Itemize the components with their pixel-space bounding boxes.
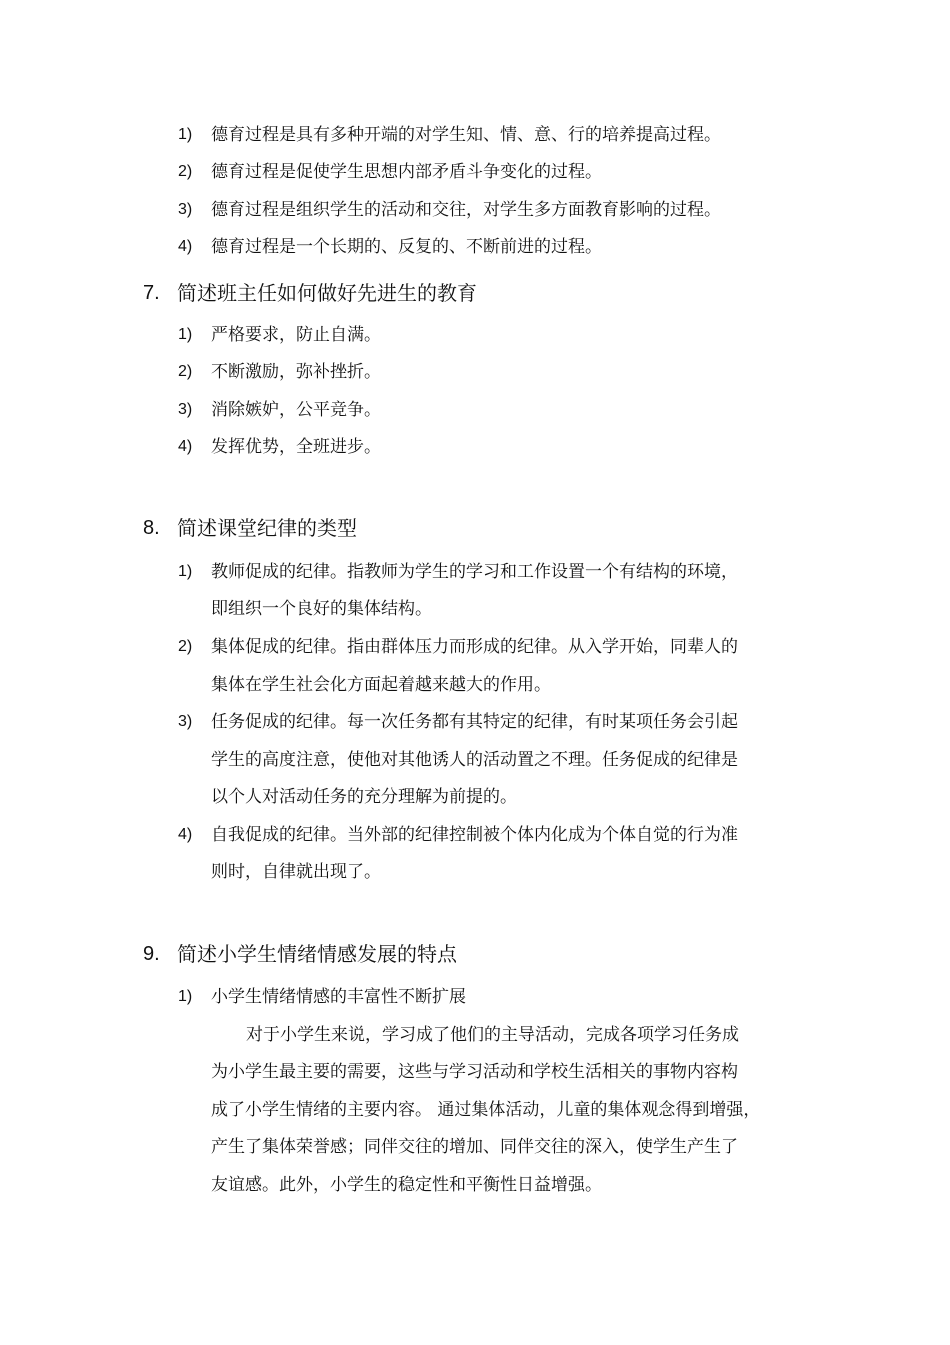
item-number: 2) xyxy=(178,363,193,380)
paragraph-line: 对于小学生来说，学习成了他们的主导活动，完成各项学习任务成 xyxy=(246,1025,739,1045)
item-number: 4) xyxy=(178,438,193,455)
item-text: 不断激励，弥补挫折。 xyxy=(211,362,381,382)
item-number: 3) xyxy=(178,713,193,730)
item-text: 消除嫉妒，公平竞争。 xyxy=(211,400,381,420)
item-heading: 小学生情绪情感的丰富性不断扩展 xyxy=(211,987,466,1007)
paragraph-line: 友谊感。此外，小学生的稳定性和平衡性日益增强。 xyxy=(211,1175,602,1195)
question-title: 简述班主任如何做好先进生的教育 xyxy=(177,281,477,305)
question-number: 7. xyxy=(143,282,160,304)
question-title: 简述课堂纪律的类型 xyxy=(177,516,357,540)
question-number: 9. xyxy=(143,943,160,965)
item-number: 4) xyxy=(178,826,193,843)
item-text-line: 学生的高度注意，使他对其他诱人的活动置之不理。任务促成的纪律是 xyxy=(211,750,738,770)
item-text-line: 自我促成的纪律。当外部的纪律控制被个体内化成为个体自觉的行为准 xyxy=(211,825,738,845)
item-number: 2) xyxy=(178,163,193,180)
item-text: 德育过程是具有多种开端的对学生知、情、意、行的培养提高过程。 xyxy=(211,125,721,145)
item-text-line: 集体促成的纪律。指由群体压力而形成的纪律。从入学开始，同辈人的 xyxy=(211,637,738,657)
paragraph-line: 产生了集体荣誉感；同伴交往的增加、同伴交往的深入，使学生产生了 xyxy=(211,1137,738,1157)
item-number: 1) xyxy=(178,126,193,143)
item-text: 德育过程是组织学生的活动和交往，对学生多方面教育影响的过程。 xyxy=(211,200,721,220)
item-text-line: 以个人对活动任务的充分理解为前提的。 xyxy=(211,787,517,807)
item-number: 3) xyxy=(178,401,193,418)
item-text: 发挥优势，全班进步。 xyxy=(211,437,381,457)
question-number: 8. xyxy=(143,517,160,539)
item-text: 德育过程是促使学生思想内部矛盾斗争变化的过程。 xyxy=(211,162,602,182)
item-number: 2) xyxy=(178,638,193,655)
question-title: 简述小学生情绪情感发展的特点 xyxy=(177,942,457,966)
paragraph-line: 成了小学生情绪的主要内容。 通过集体活动，儿童的集体观念得到增强， xyxy=(211,1100,761,1120)
item-text-line: 即组织一个良好的集体结构。 xyxy=(211,599,432,619)
item-text: 德育过程是一个长期的、反复的、不断前进的过程。 xyxy=(211,237,602,257)
item-number: 1) xyxy=(178,988,193,1005)
item-text-line: 集体在学生社会化方面起着越来越大的作用。 xyxy=(211,675,551,695)
item-text-line: 任务促成的纪律。每一次任务都有其特定的纪律，有时某项任务会引起 xyxy=(211,712,738,732)
item-number: 4) xyxy=(178,238,193,255)
item-text-line: 教师促成的纪律。指教师为学生的学习和工作设置一个有结构的环境， xyxy=(211,562,738,582)
item-number: 1) xyxy=(178,563,193,580)
item-text-line: 则时，自律就出现了。 xyxy=(211,862,381,882)
item-number: 1) xyxy=(178,326,193,343)
item-text: 严格要求，防止自满。 xyxy=(211,325,381,345)
paragraph-line: 为小学生最主要的需要，这些与学习活动和学校生活相关的事物内容构 xyxy=(211,1062,738,1082)
item-number: 3) xyxy=(178,201,193,218)
